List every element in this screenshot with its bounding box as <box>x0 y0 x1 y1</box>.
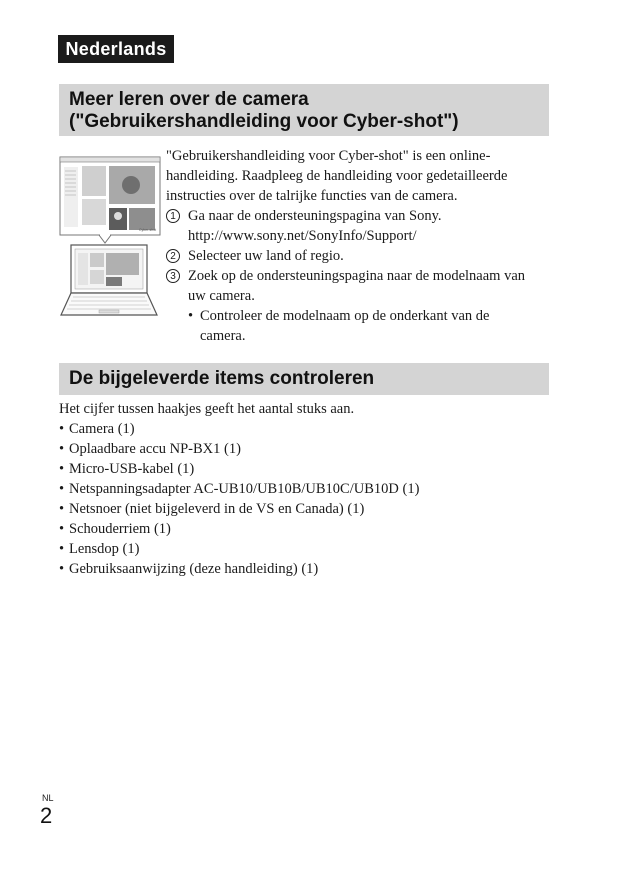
step-text-continued: uw camera. <box>188 288 255 304</box>
step-3 <box>166 266 556 306</box>
page-number: 2 <box>40 803 53 828</box>
language-badge: Nederlands <box>58 35 174 63</box>
manual-intro-text <box>166 146 556 346</box>
included-items-block <box>59 399 559 579</box>
bullet-icon: • <box>188 308 194 324</box>
section-heading-line1: Meer leren over de camera <box>69 89 309 110</box>
step-text: Selecteer uw land of regio. <box>188 248 344 264</box>
support-url: http://www.sony.net/SonyInfo/Support/ <box>188 228 417 244</box>
step-3-sub-bullet <box>166 306 556 346</box>
section-heading-included-items: De bijgeleverde items controleren <box>59 363 549 395</box>
step-number-circle: 3 <box>166 269 180 283</box>
list-item: • Camera (1) <box>59 419 559 439</box>
step-number-circle: 2 <box>166 249 180 263</box>
list-item: • Netspanningsadapter AC-UB10/UB10B/UB10C/UB10D (1) <box>59 479 559 499</box>
step-2 <box>166 246 556 266</box>
step-1 <box>166 206 556 246</box>
intro-line: instructies over de talrijke functies van de camera. <box>166 188 458 204</box>
laptop-web-manual-illustration <box>59 153 161 323</box>
step-text: Zoek op de ondersteuningspagina naar de modelnaam van <box>188 268 526 284</box>
sub-bullet-text: Controleer de modelnaam op de onderkant van de <box>200 308 490 324</box>
intro-line: handleiding. Raadpleeg de handleiding voor gedetailleerde <box>166 168 508 184</box>
section-heading-learn-more <box>59 84 549 136</box>
footer-language-code: NL <box>42 793 54 803</box>
step-text: Ga naar de ondersteuningspagina van Sony. <box>188 208 442 224</box>
list-item: • Lensdop (1) <box>59 539 559 559</box>
sub-bullet-text-continued: camera. <box>200 328 246 344</box>
list-item: • Oplaadbare accu NP-BX1 (1) <box>59 439 559 459</box>
list-item: • Micro-USB-kabel (1) <box>59 459 559 479</box>
intro-line: "Gebruikershandleiding voor Cyber-shot" is een online- <box>166 148 491 164</box>
list-item: • Netsnoer (niet bijgeleverd in de VS en Canada) (1) <box>59 499 559 519</box>
list-item: • Gebruiksaanwijzing (deze handleiding) (1) <box>59 559 559 579</box>
illustration-logo-text: Cyber-shot <box>139 228 157 232</box>
step-number-circle: 1 <box>166 209 180 223</box>
included-items-list <box>59 419 559 579</box>
section-heading-line2: ("Gebruikershandleiding voor Cyber-shot") <box>69 111 459 132</box>
list-item: • Schouderriem (1) <box>59 519 559 539</box>
items-intro: Het cijfer tussen haakjes geeft het aantal stuks aan. <box>59 401 355 417</box>
